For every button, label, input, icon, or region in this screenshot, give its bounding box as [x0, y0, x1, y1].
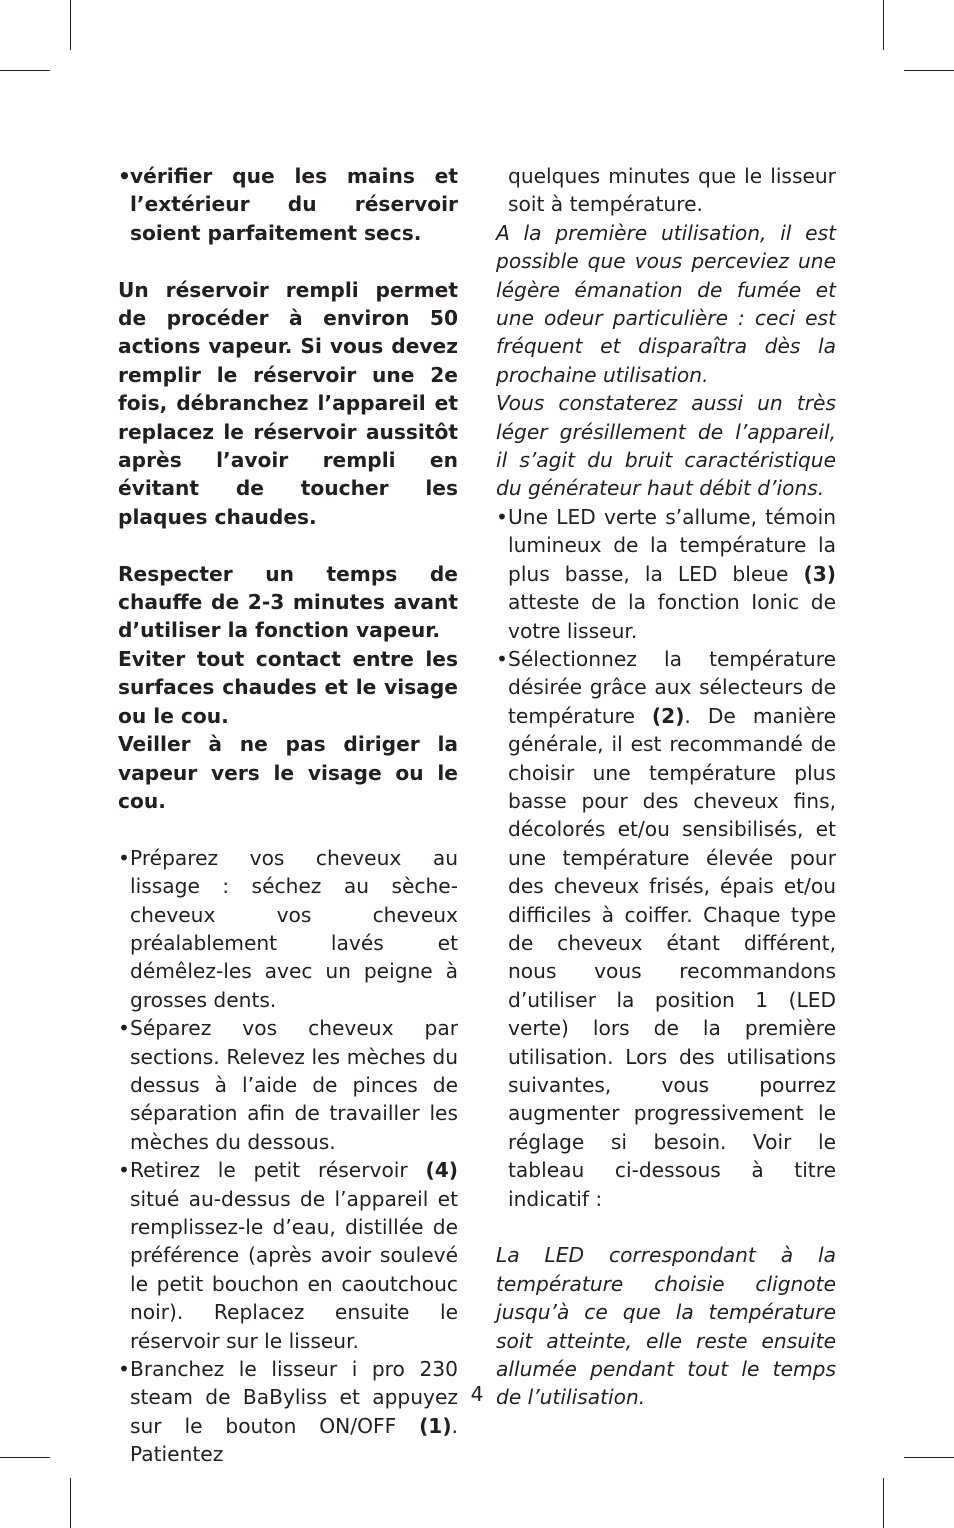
bullet-plug-in — [118, 1355, 458, 1469]
bullet-text-part: . Patientez — [130, 1413, 458, 1467]
crop-mark-top-left-horizontal — [0, 70, 50, 71]
crop-mark-top-right-vertical — [883, 0, 884, 50]
note-crackling: Vous constaterez aussi un très léger grésillement de l’appareil, il s’agit du bruit caractéristique du générateur haut débit d’ions. — [496, 391, 836, 501]
crop-mark-top-right-horizontal — [904, 70, 954, 71]
bullet-select-temperature — [496, 645, 836, 1213]
para-heating-time: Respecter un temps de chauffe de 2-3 minutes avant d’utiliser la fonction vapeur. — [118, 561, 458, 643]
bullet-separate-hair — [118, 1014, 458, 1156]
part-reference: (2) — [651, 703, 685, 728]
crop-mark-bottom-right-horizontal — [904, 1457, 954, 1458]
bullet-text-part: situé au-dessus de l’appareil et remplissez-le d’eau, distillée de préférence (après avoir soulevé le petit bouchon en caoutchouc noir). Replacez ensuite le réservoir sur le lisseur. — [130, 1186, 458, 1353]
bullet-dot: • — [118, 1016, 130, 1041]
crop-mark-bottom-right-vertical — [883, 1478, 884, 1528]
bullet-text: Séparez vos cheveux par sections. Relevez les mèches du dessus à l’aide de pinces de séparation afin de travailler les mèches du dessous. — [130, 1016, 458, 1154]
bullet-dot: • — [118, 845, 130, 870]
bullet-fill-reservoir — [118, 1156, 458, 1355]
spacer — [496, 1213, 836, 1241]
bullet-text-part: Branchez le lisseur i pro 230 steam de BaByliss et appuyez sur le bouton ON/OFF — [130, 1357, 458, 1438]
bullet-prepare-hair — [118, 844, 458, 1014]
bullet-text-part: Retirez le petit réservoir — [130, 1158, 426, 1183]
bullet-text: Préparez vos cheveux au lissage : séchez au sèche-cheveux vos cheveux préalablement lavés et démêlez-les avec un peigne à grosses dents. — [130, 845, 458, 1012]
note-led-blinking: La LED correspondant à la température choisie clignote jusqu’à ce que la température soit atteinte, elle reste ensuite allumée pendant tout le temps de l’utilisation. — [496, 1243, 836, 1410]
bullet-dot: • — [496, 646, 508, 671]
crop-mark-top-left-vertical — [70, 0, 71, 50]
bullet-text-part: Une LED verte s’allume, témoin lumineux de la température la plus basse, la LED bleue — [508, 504, 836, 586]
bullet-verifier-mains — [118, 162, 458, 247]
bullet-dot: • — [118, 164, 131, 188]
para-avoid-contact: Eviter tout contact entre les surfaces chaudes et le visage ou le cou. — [118, 646, 458, 728]
bullet-dot: • — [118, 1357, 130, 1382]
bullet-led-indicator — [496, 503, 836, 645]
note-first-use: A la première utilisation, il est possible que vous perceviez une légère émanation de fumée et une odeur particulière : ceci est fréquent et disparaîtra dès la prochaine utilisation. — [496, 220, 836, 387]
bullet-dot: • — [118, 1158, 130, 1183]
bullet-text-part: Sélectionnez la température désirée grâce aux sélecteurs de température — [508, 646, 836, 728]
left-column — [118, 162, 458, 1469]
para-steam-direction: Veiller à ne pas diriger la vapeur vers le visage ou le cou. — [118, 732, 458, 813]
bullet-text-part: atteste de la fonction Ionic de votre lisseur. — [508, 590, 836, 643]
bullet-dot: • — [496, 504, 508, 529]
crop-mark-bottom-left-horizontal — [0, 1457, 50, 1458]
page-number: 4 — [470, 1382, 484, 1406]
continued-text: quelques minutes que le lisseur soit à température. — [508, 164, 836, 217]
para-reservoir-capacity: Un réservoir rempli permet de procéder à environ 50 actions vapeur. Si vous devez remplir le réservoir une 2e fois, débranchez l’appareil et replacez le réservoir aussitôt après l’avoir rempli en évitant de toucher les plaques chaudes. — [118, 277, 458, 529]
part-reference: (3) — [803, 561, 836, 586]
spacer — [118, 815, 458, 843]
right-column — [496, 162, 836, 1412]
spacer — [118, 531, 458, 559]
spacer — [118, 247, 458, 275]
crop-mark-bottom-left-vertical — [70, 1478, 71, 1528]
bullet-text-part: . De manière générale, il est recommandé de choisir une température plus basse pour des cheveux fins, décolorés et/ou sensibilisés, et une température élevée pour des cheveux frisés, épais et/ou difficiles à coiffer. Chaque type de cheveux étant différent, nous vous recommandons d’utiliser la position 1 (LED verte) lors de la première utilisation. Lors des utilisations suivantes, vous pourrez augmenter progressivement le réglage si besoin. Voir le tableau ci-dessous à titre indicatif : — [508, 703, 836, 1211]
part-reference: (1) — [419, 1413, 452, 1438]
bullet-text: vérifier que les mains et l’extérieur du réservoir soient parfaitement secs. — [130, 164, 458, 245]
part-reference: (4) — [425, 1158, 458, 1183]
